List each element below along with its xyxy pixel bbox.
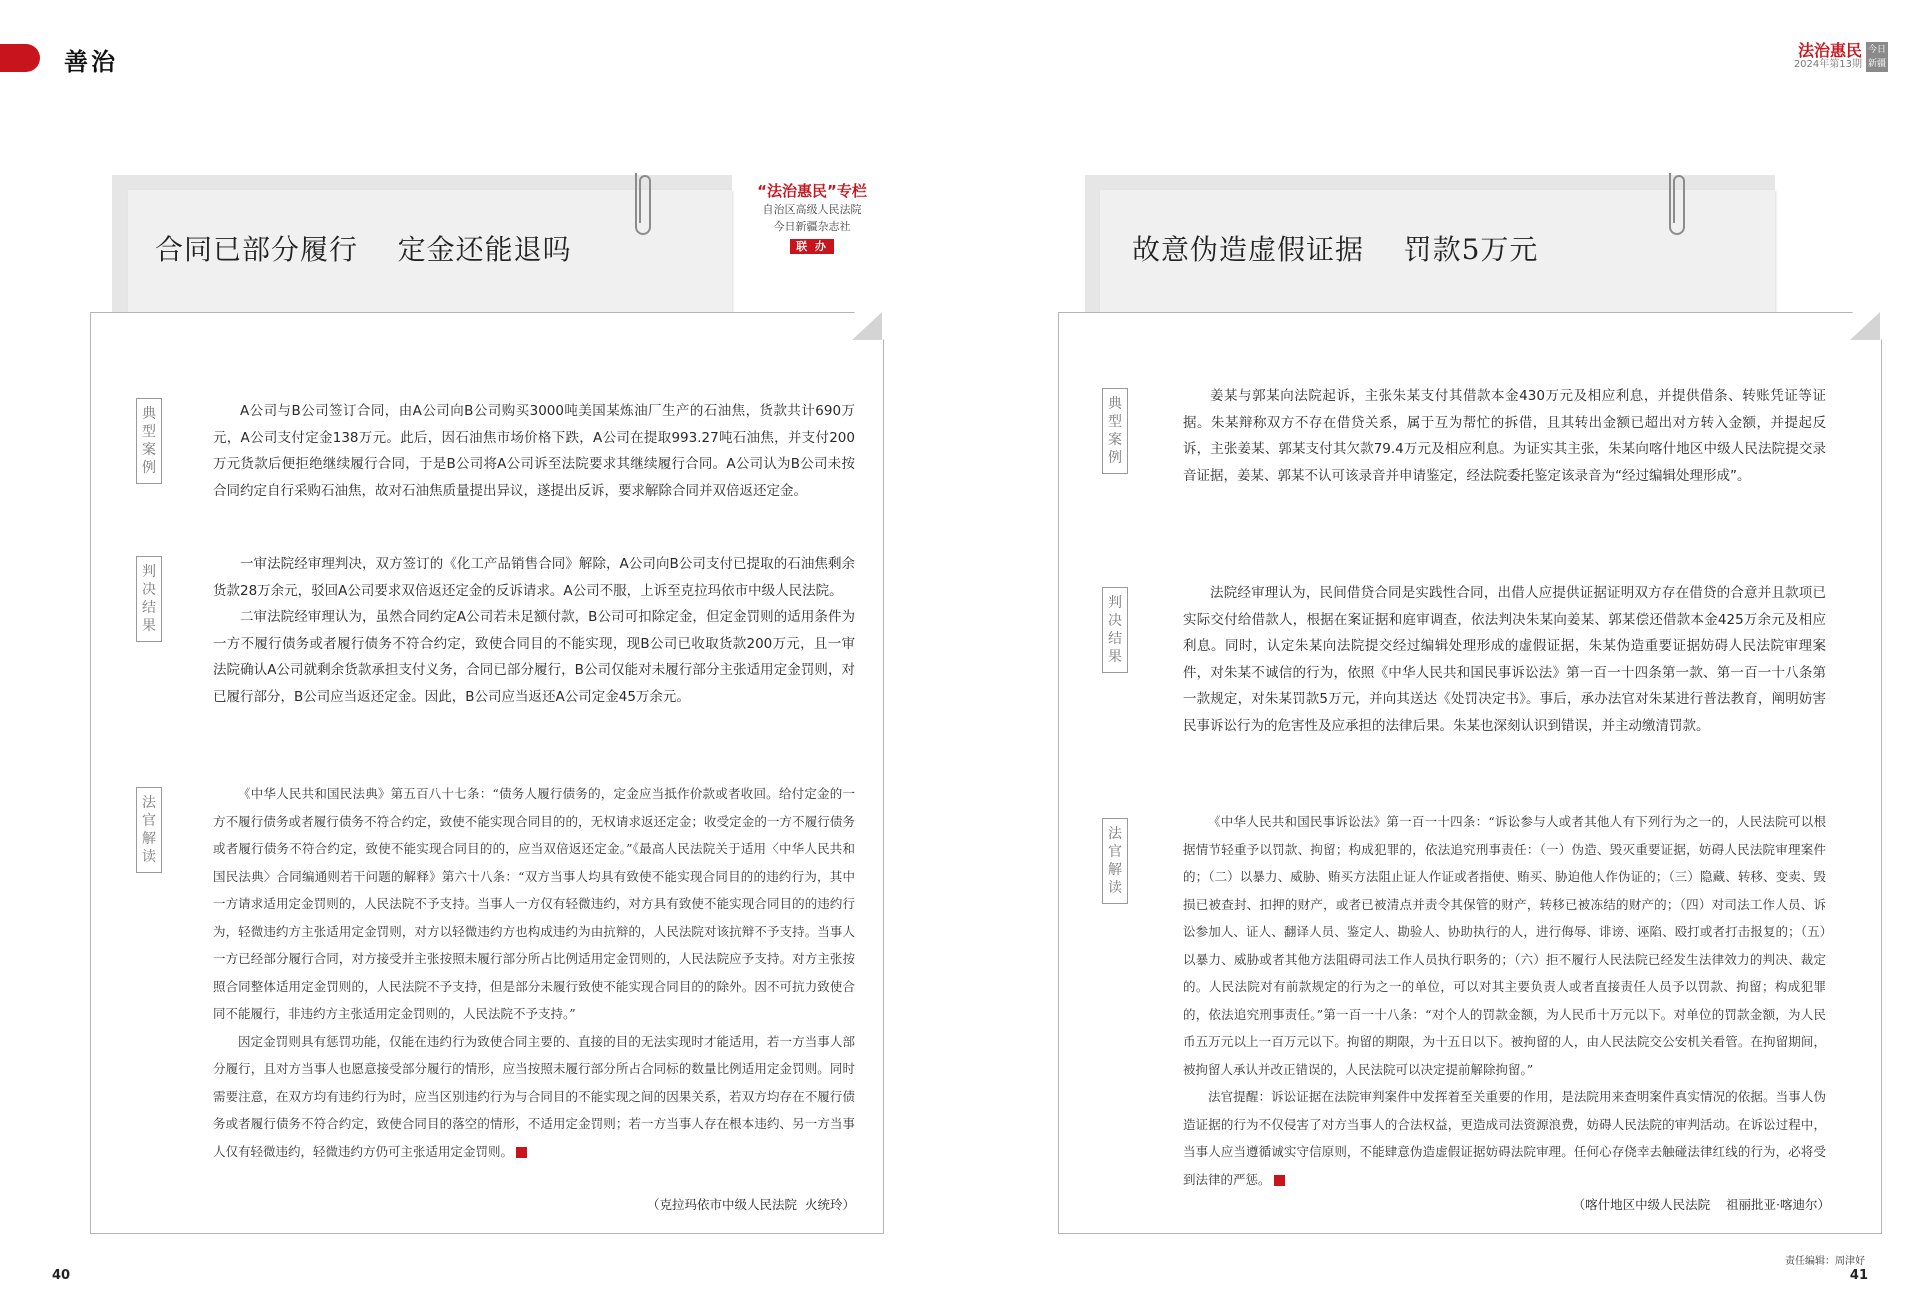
right-page-number: 41	[1849, 1268, 1868, 1283]
column-org-1: 自治区高级人民法院	[762, 203, 862, 216]
left-case-text: A公司与B公司签订合同，由A公司向B公司购买3000吨美国某炼油厂生产的石油焦，货款共计690万元，A公司支付定金138万元。此后，因石油焦市场价格下跌，A公司在提取993.27吨石油焦，并支付200万元货款后便拒绝继续履行合同，于是B公司将A公司诉至法院要求其继续履行合同。A公司认为B公司未按合同约定自行采购石油焦，故对石油焦质量提出异议，遂提出反诉，要求解除合同并双倍返还定金。	[213, 403, 855, 499]
right-tag-judge-interpretation: 法 官 解 读	[1102, 818, 1128, 904]
page-tab-marker	[0, 44, 40, 72]
left-tag-typical-case: 典 型 案 例	[136, 398, 162, 484]
column-jointly-badge: 联 办	[790, 239, 834, 254]
end-mark-icon	[1274, 1175, 1285, 1186]
left-judge-section	[213, 780, 855, 1165]
left-judgment-section	[213, 551, 855, 710]
left-judge-p2: 因定金罚则具有惩罚功能，仅能在违约行为致使合同主要的、直接的目的无法实现时才能适用，若一方当事人部分履行，且对方当事人也愿意接受部分履行的情形，应当按照未履行部分所占合同标的数量比例适用定金罚则。同时需要注意，在双方均有违约行为时，应当区别违约行为与合同目的不能实现之间的因果关系，若双方均存在不履行债务或者履行债务不符合约定，致使合同目的落空的情形，不适用定金罚则；若一方当事人存在根本违约、另一方当事人仅有轻微违约，轻微违约方仍可主张适用定金罚则。	[213, 1033, 855, 1159]
masthead-logo: 今日新疆	[1866, 42, 1888, 72]
left-page-number: 40	[52, 1268, 71, 1283]
right-folded-corner	[1850, 312, 1880, 340]
left-judgment-p2: 二审法院经审理认为，虽然合同约定A公司若未足额付款，B公司可扣除定金，但定金罚则的适用条件为一方不履行债务或者履行债务不符合约定，致使合同目的不能实现，现B公司已收取货款200万元，且一审法院确认A公司就剩余货款承担支付义务，合同已部分履行，B公司仅能对未履行部分主张适用定金罚则，对已履行部分，B公司应当返还定金。因此，B公司应当返还A公司定金45万余元。	[213, 609, 855, 705]
responsible-editor: 责任编辑：周津好	[1785, 1256, 1865, 1267]
end-mark-icon	[516, 1147, 527, 1158]
right-case-text: 姜某与郭某向法院起诉，主张朱某支付其借款本金430万元及相应利息，并提供借条、转账凭证等证据。朱某辩称双方不存在借贷关系，属于互为帮忙的拆借，且其转出金额已超出对方转入金额，并提起反诉，主张姜某、郭某支付其欠款79.4万元及相应利息。为证实其主张，朱某向喀什地区中级人民法院提交录音证据，姜某、郭某不认可该录音并申请鉴定，经法院委托鉴定该录音为“经过编辑处理形成”。	[1183, 388, 1826, 484]
right-tag-typical-case: 典 型 案 例	[1102, 388, 1128, 474]
right-judge-p2: 法官提醒：诉讼证据在法院审判案件中发挥着至关重要的作用，是法院用来查明案件真实情况的依据。当事人伪造证据的行为不仅侵害了对方当事人的合法权益，更造成司法资源浪费，妨碍人民法院的审判活动。在诉讼过程中，当事人应当遵循诚实守信原则，不能肆意伪造虚假证据妨碍法院审理。任何心存侥幸去触碰法律红线的行为，必将受到法律的严惩。	[1183, 1089, 1826, 1187]
masthead	[1794, 42, 1888, 72]
column-name: “法治惠民”专栏	[757, 182, 867, 200]
column-banner	[742, 180, 882, 254]
left-article-title: 合同已部分履行 定金还能退吗	[155, 233, 572, 266]
right-author: （喀什地区中级人民法院 祖丽批亚·喀迪尔）	[1572, 1197, 1830, 1212]
section-name: 善治	[64, 47, 118, 76]
column-org-2: 今日新疆杂志社	[773, 220, 851, 233]
left-author: （克拉玛依市中级人民法院 火统玲）	[647, 1197, 855, 1212]
left-judge-p1: 《中华人民共和国民法典》第五百八十七条：“债务人履行债务的，定金应当抵作价款或者收回。给付定金的一方不履行债务或者履行债务不符合约定，致使不能实现合同目的的，无权请求返还定金；收受定金的一方不履行债务或者履行债务不符合约定，致使不能实现合同目的的，应当双倍返还定金。”《最高人民法院关于适用〈中华人民共和国民法典〉合同编通则若干问题的解释》第六十八条：“双方当事人均具有致使不能实现合同目的的违约行为，其中一方请求适用定金罚则的，人民法院不予支持。当事人一方仅有轻微违约，对方具有致使不能实现合同目的的违约行为，轻微违约方主张适用定金罚则，对方以轻微违约方也构成违约为由抗辩的，人民法院对该抗辩不予支持。当事人一方已经部分履行合同，对方接受并主张按照未履行部分所占比例适用定金罚则的，人民法院应予支持。对方主张按照合同整体适用定金罚则的，人民法院不予支持，但是部分未履行致使不能实现合同目的的除外。因不可抗力致使合同不能履行，非违约方主张适用定金罚则的，人民法院不予支持。”	[213, 786, 855, 1021]
paperclip-icon	[1658, 165, 1688, 245]
left-judgment-p1: 一审法院经审理判决，双方签订的《化工产品销售合同》解除，A公司向B公司支付已提取的石油焦剩余货款28万余元，驳回A公司要求双倍返还定金的反诉请求。A公司不服，上诉至克拉玛依市中级人民法院。	[213, 556, 855, 599]
left-tag-judge-interpretation: 法 官 解 读	[136, 787, 162, 873]
right-judge-p1: 《中华人民共和国民事诉讼法》第一百一十四条：“诉讼参与人或者其他人有下列行为之一的，人民法院可以根据情节轻重予以罚款、拘留；构成犯罪的，依法追究刑事责任：（一）伪造、毁灭重要证据，妨碍人民法院审理案件的；（二）以暴力、威胁、贿买方法阻止证人作证或者指使、贿买、胁迫他人作伪证的；（三）隐藏、转移、变卖、毁损已被查封、扣押的财产，或者已被清点并责令其保管的财产，转移已被冻结的财产的；（四）对司法工作人员、诉讼参加人、证人、翻译人员、鉴定人、勘验人、协助执行的人，进行侮辱、诽谤、诬陷、殴打或者打击报复的；（五）以暴力、威胁或者其他方法阻碍司法工作人员执行职务的；（六）拒不履行人民法院已经发生法律效力的判决、裁定的。人民法院对有前款规定的行为之一的单位，可以对其主要负责人或者直接责任人员予以罚款、拘留；构成犯罪的，依法追究刑事责任。”第一百一十八条：“对个人的罚款金额，为人民币十万元以下。对单位的罚款金额，为人民币五万元以上一百万元以下。拘留的期限，为十五日以下。被拘留的人，由人民法院交公安机关看管。在拘留期间，被拘留人承认并改正错误的，人民法院可以决定提前解除拘留。”	[1183, 814, 1826, 1077]
right-judgment-text: 法院经审理认为，民间借贷合同是实践性合同，出借人应提供证据证明双方存在借贷的合意并且款项已实际交付给借款人，根据在案证据和庭审调查，依法判决朱某向姜某、郭某偿还借款本金425万余元及相应利息。同时，认定朱某向法院提交经过编辑处理形成的虚假证据，朱某伪造重要证据妨碍人民法院审理案件，对朱某不诚信的行为，依照《中华人民共和国民事诉讼法》第一百一十四条第一款、第一百一十八条第一款规定，对朱某罚款5万元，并向其送达《处罚决定书》。事后，承办法官对朱某进行普法教育，阐明妨害民事诉讼行为的危害性及应承担的法律后果。朱某也深刻认识到错误，并主动缴清罚款。	[1183, 585, 1826, 734]
left-tag-judgment: 判 决 结 果	[136, 556, 162, 642]
right-judge-section	[1183, 808, 1826, 1193]
masthead-issue: 2024年第13期	[1793, 59, 1862, 71]
masthead-title: 法治惠民	[1797, 41, 1862, 61]
left-folded-corner	[852, 312, 882, 340]
right-tag-judgment: 判 决 结 果	[1102, 587, 1128, 673]
right-article-title: 故意伪造虚假证据 罚款5万元	[1132, 233, 1539, 266]
paperclip-icon	[624, 165, 654, 245]
